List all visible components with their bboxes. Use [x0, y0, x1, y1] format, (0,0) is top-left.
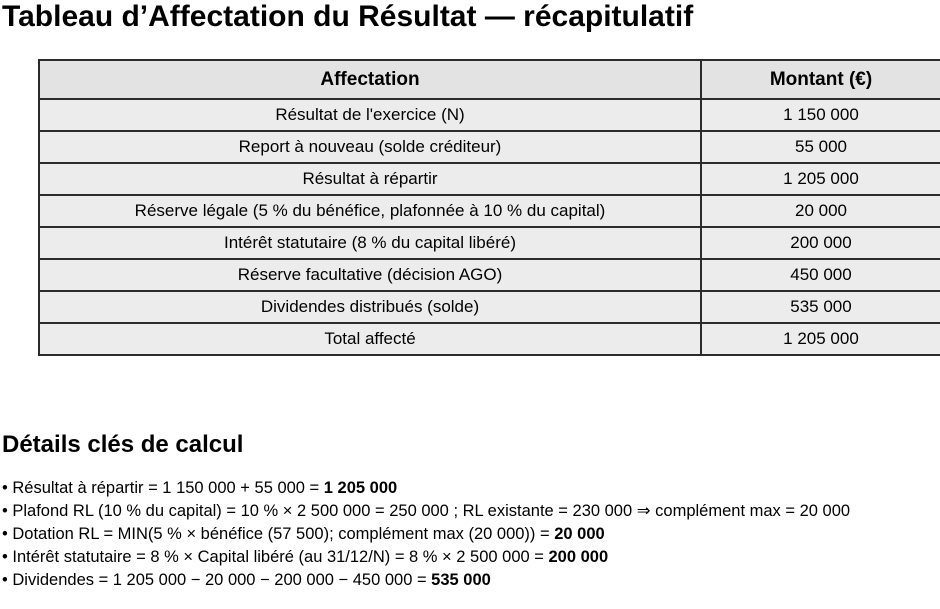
list-item: [2, 523, 938, 546]
column-header-allocation: Affectation: [39, 60, 701, 99]
table-row: [39, 99, 940, 131]
detail-text: • Intérêt statutaire = 8 % × Capital libéré (au 31/12/N) = 8 % × 2 500 000 =: [2, 548, 549, 566]
detail-text: • Plafond RL (10 % du capital) = 10 % × 2 500 000 = 250 000 ; RL existante = 230 000 ⇒ complément max = 20 000: [2, 502, 851, 520]
row-label: Réserve facultative (décision AGO): [39, 259, 701, 291]
row-amount: 55 000: [701, 131, 940, 163]
row-label: Dividendes distribués (solde): [39, 291, 701, 323]
row-amount: 1 205 000: [701, 163, 940, 195]
row-amount: 1 150 000: [701, 99, 940, 131]
table-header-row: [39, 60, 940, 99]
row-amount: 20 000: [701, 195, 940, 227]
table-row: [39, 227, 940, 259]
detail-result: 20 000: [554, 525, 605, 543]
row-label: Report à nouveau (solde créditeur): [39, 131, 701, 163]
table-row-total: [39, 323, 940, 355]
row-amount: 535 000: [701, 291, 940, 323]
page-title: Tableau d’Affectation du Résultat — récapitulatif: [2, 0, 694, 33]
row-label: Intérêt statutaire (8 % du capital libéré): [39, 227, 701, 259]
row-label: Réserve légale (5 % du bénéfice, plafonnée à 10 % du capital): [39, 195, 701, 227]
row-amount: 1 205 000: [701, 323, 940, 355]
table-row: [39, 195, 940, 227]
list-item: [2, 546, 938, 569]
allocation-table-container: [38, 59, 940, 356]
detail-text: • Dotation RL = MIN(5 % × bénéfice (57 500); complément max (20 000)) =: [2, 525, 555, 543]
row-amount: 450 000: [701, 259, 940, 291]
row-amount: 200 000: [701, 227, 940, 259]
table-row: [39, 291, 940, 323]
detail-result: 535 000: [431, 571, 491, 589]
details-list: [2, 477, 938, 592]
detail-result: 1 205 000: [323, 479, 398, 497]
detail-text: • Dividendes = 1 205 000 − 20 000 − 200 000 − 450 000 =: [2, 571, 432, 589]
list-item: [2, 477, 938, 500]
table-row: [39, 131, 940, 163]
detail-result: 200 000: [548, 548, 609, 566]
row-label: Résultat de l'exercice (N): [39, 99, 701, 131]
row-label: Résultat à répartir: [39, 163, 701, 195]
list-item: [2, 500, 938, 523]
detail-text: • Résultat à répartir = 1 150 000 + 55 000 =: [2, 479, 324, 497]
allocation-table: [38, 59, 940, 356]
table-row: [39, 259, 940, 291]
table-row: [39, 163, 940, 195]
list-item: [2, 569, 938, 592]
row-label: Total affecté: [39, 323, 701, 355]
column-header-amount: Montant (€): [701, 60, 940, 99]
details-heading: Détails clés de calcul: [2, 431, 244, 458]
